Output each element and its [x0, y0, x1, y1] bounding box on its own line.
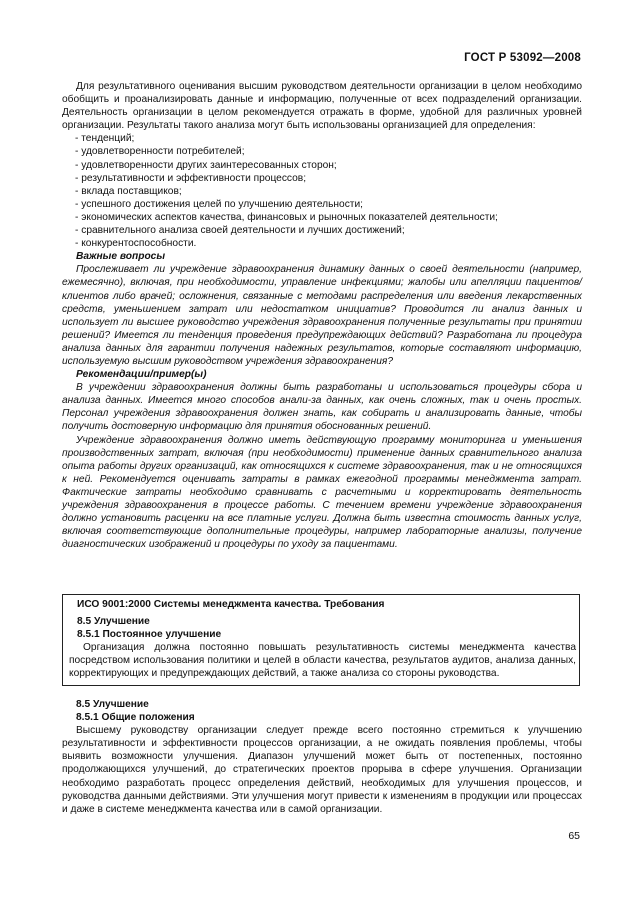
important-questions-heading: Важные вопросы	[76, 251, 166, 263]
page-number: 65	[568, 830, 580, 842]
recommendations-paragraph-2: Учреждение здравоохранения должно иметь действующую программу мониторинга и уменьшения производственных затрат, включая (при необходимости) применение данных сравнительного анализа опыта работы других организаций, как относящихся к системе здравоохранения, так и не относящихся к ней. Рекомендуется оценивать затраты в рамках ежегодной программы менеджмента затрат. Фактические затраты необходимо сравнивать с расчетными и корректировать деятельность учреждения здравоохранения в процессе работы. С течением времени учреждение здравоохранения должно установить расценки на все платные услуги. Должна быть известна стоимость данных услуг, включая соответствующие дополнительные процедуры, например лабораторные анализы, получение диагностических изображений и процедуры по уходу за пациентами.	[62, 434, 582, 551]
iso-requirement-box	[62, 594, 580, 686]
box-heading-85: 8.5 Улучшение	[77, 616, 150, 628]
box-text: Организация должна постоянно повышать результативность системы менеджмента качества посредством использования политики и целей в области качества, результатов аудитов, анализа данных, корректирующих и предупреждающих действий, а также анализа со стороны руководства.	[69, 642, 576, 680]
recommendations-heading: Рекомендации/пример(ы)	[76, 369, 207, 381]
section-text: Высшему руководству организации следует прежде всего постоянно стремиться к улучшению результативности и эффективности процессов организации, а не ожидать появления проблемы, чтобы выявить возможности улучшения. Диапазон улучшений может быть от постепенных, постоянно продолжающихся улучшений, до стратегических проектов прорыва в сфере улучшения. Организации необходимо разработать процесс определения действий, необходимых для улучшения процессов, и руководства данными действиями. Эти улучшения могут привести к изменениям в продукции или процессах и даже в системе менеджмента качества или в самой организации.	[62, 725, 582, 815]
list-item: - сравнительного анализа своей деятельности и лучших достижений;	[75, 225, 405, 237]
box-heading-851: 8.5.1 Постоянное улучшение	[77, 629, 222, 641]
list-item: - тенденций;	[75, 133, 135, 145]
recommendations-paragraph-1: В учреждении здравоохранения должны быть разработаны и использоваться процедуры сбора и анализа данных. Имеется много способов анали-за данных, как очень сложных, так и очень простых. Персонал учреждения здравоохранения должен знать, как собирать и анализировать данные, чтобы получить достоверную информацию для принятия обоснованных решений.	[62, 382, 582, 433]
intro-paragraph: Для результативного оценивания высшим руководством деятельности организации в целом необходимо обобщить и проанализировать данные и информацию, полученные от всех подразделений организации. Деятельность организации в целом рекомендуется отражать в форме, удобной для различных уровней организации. Результаты такого анализа могут быть использованы организацией для определения:	[62, 81, 582, 132]
main-text	[62, 80, 582, 551]
list-item: - вклада поставщиков;	[75, 185, 182, 197]
improvement-section	[62, 698, 582, 816]
determination-list	[62, 132, 582, 250]
important-questions-text: Прослеживает ли учреждение здравоохранения динамику данных о своей деятельности (например, ежемесячно), включая, при необходимости, управление инфекциями; жалобы или апелляции пациентов/клиентов либо врачей; осложнения, связанные с методами распределения или введения лекарственных средств, уменьшением затрат или недостатком инициатив? Проводится ли анализ данных и использует ли высшее руководство учреждения здравоохранения полученные результаты при принятии решений? Имеется ли тенденция проведения предупреждающих действий? Разработана ли процедура анализа данных для гарантии получения надежных результатов, которые составляют информацию, используемую высшим руководством учреждения здравоохранения?	[62, 264, 582, 367]
list-item: - экономических аспектов качества, финансовых и рыночных показателей деятельности;	[75, 211, 498, 223]
section-heading-85: 8.5 Улучшение	[76, 699, 149, 710]
list-item: - успешного достижения целей по улучшению деятельности;	[75, 198, 363, 210]
list-item: - конкурентоспособности.	[75, 238, 197, 250]
list-item: - удовлетворенности других заинтересованных сторон;	[75, 159, 337, 171]
document-header: ГОСТ Р 53092—2008	[464, 52, 581, 64]
list-item: - удовлетворенности потребителей;	[75, 146, 245, 158]
list-item: - результативности и эффективности процессов;	[75, 172, 307, 184]
section-heading-851: 8.5.1 Общие положения	[76, 712, 195, 724]
box-title: ИСО 9001:2000 Системы менеджмента качества. Требования	[77, 599, 385, 610]
